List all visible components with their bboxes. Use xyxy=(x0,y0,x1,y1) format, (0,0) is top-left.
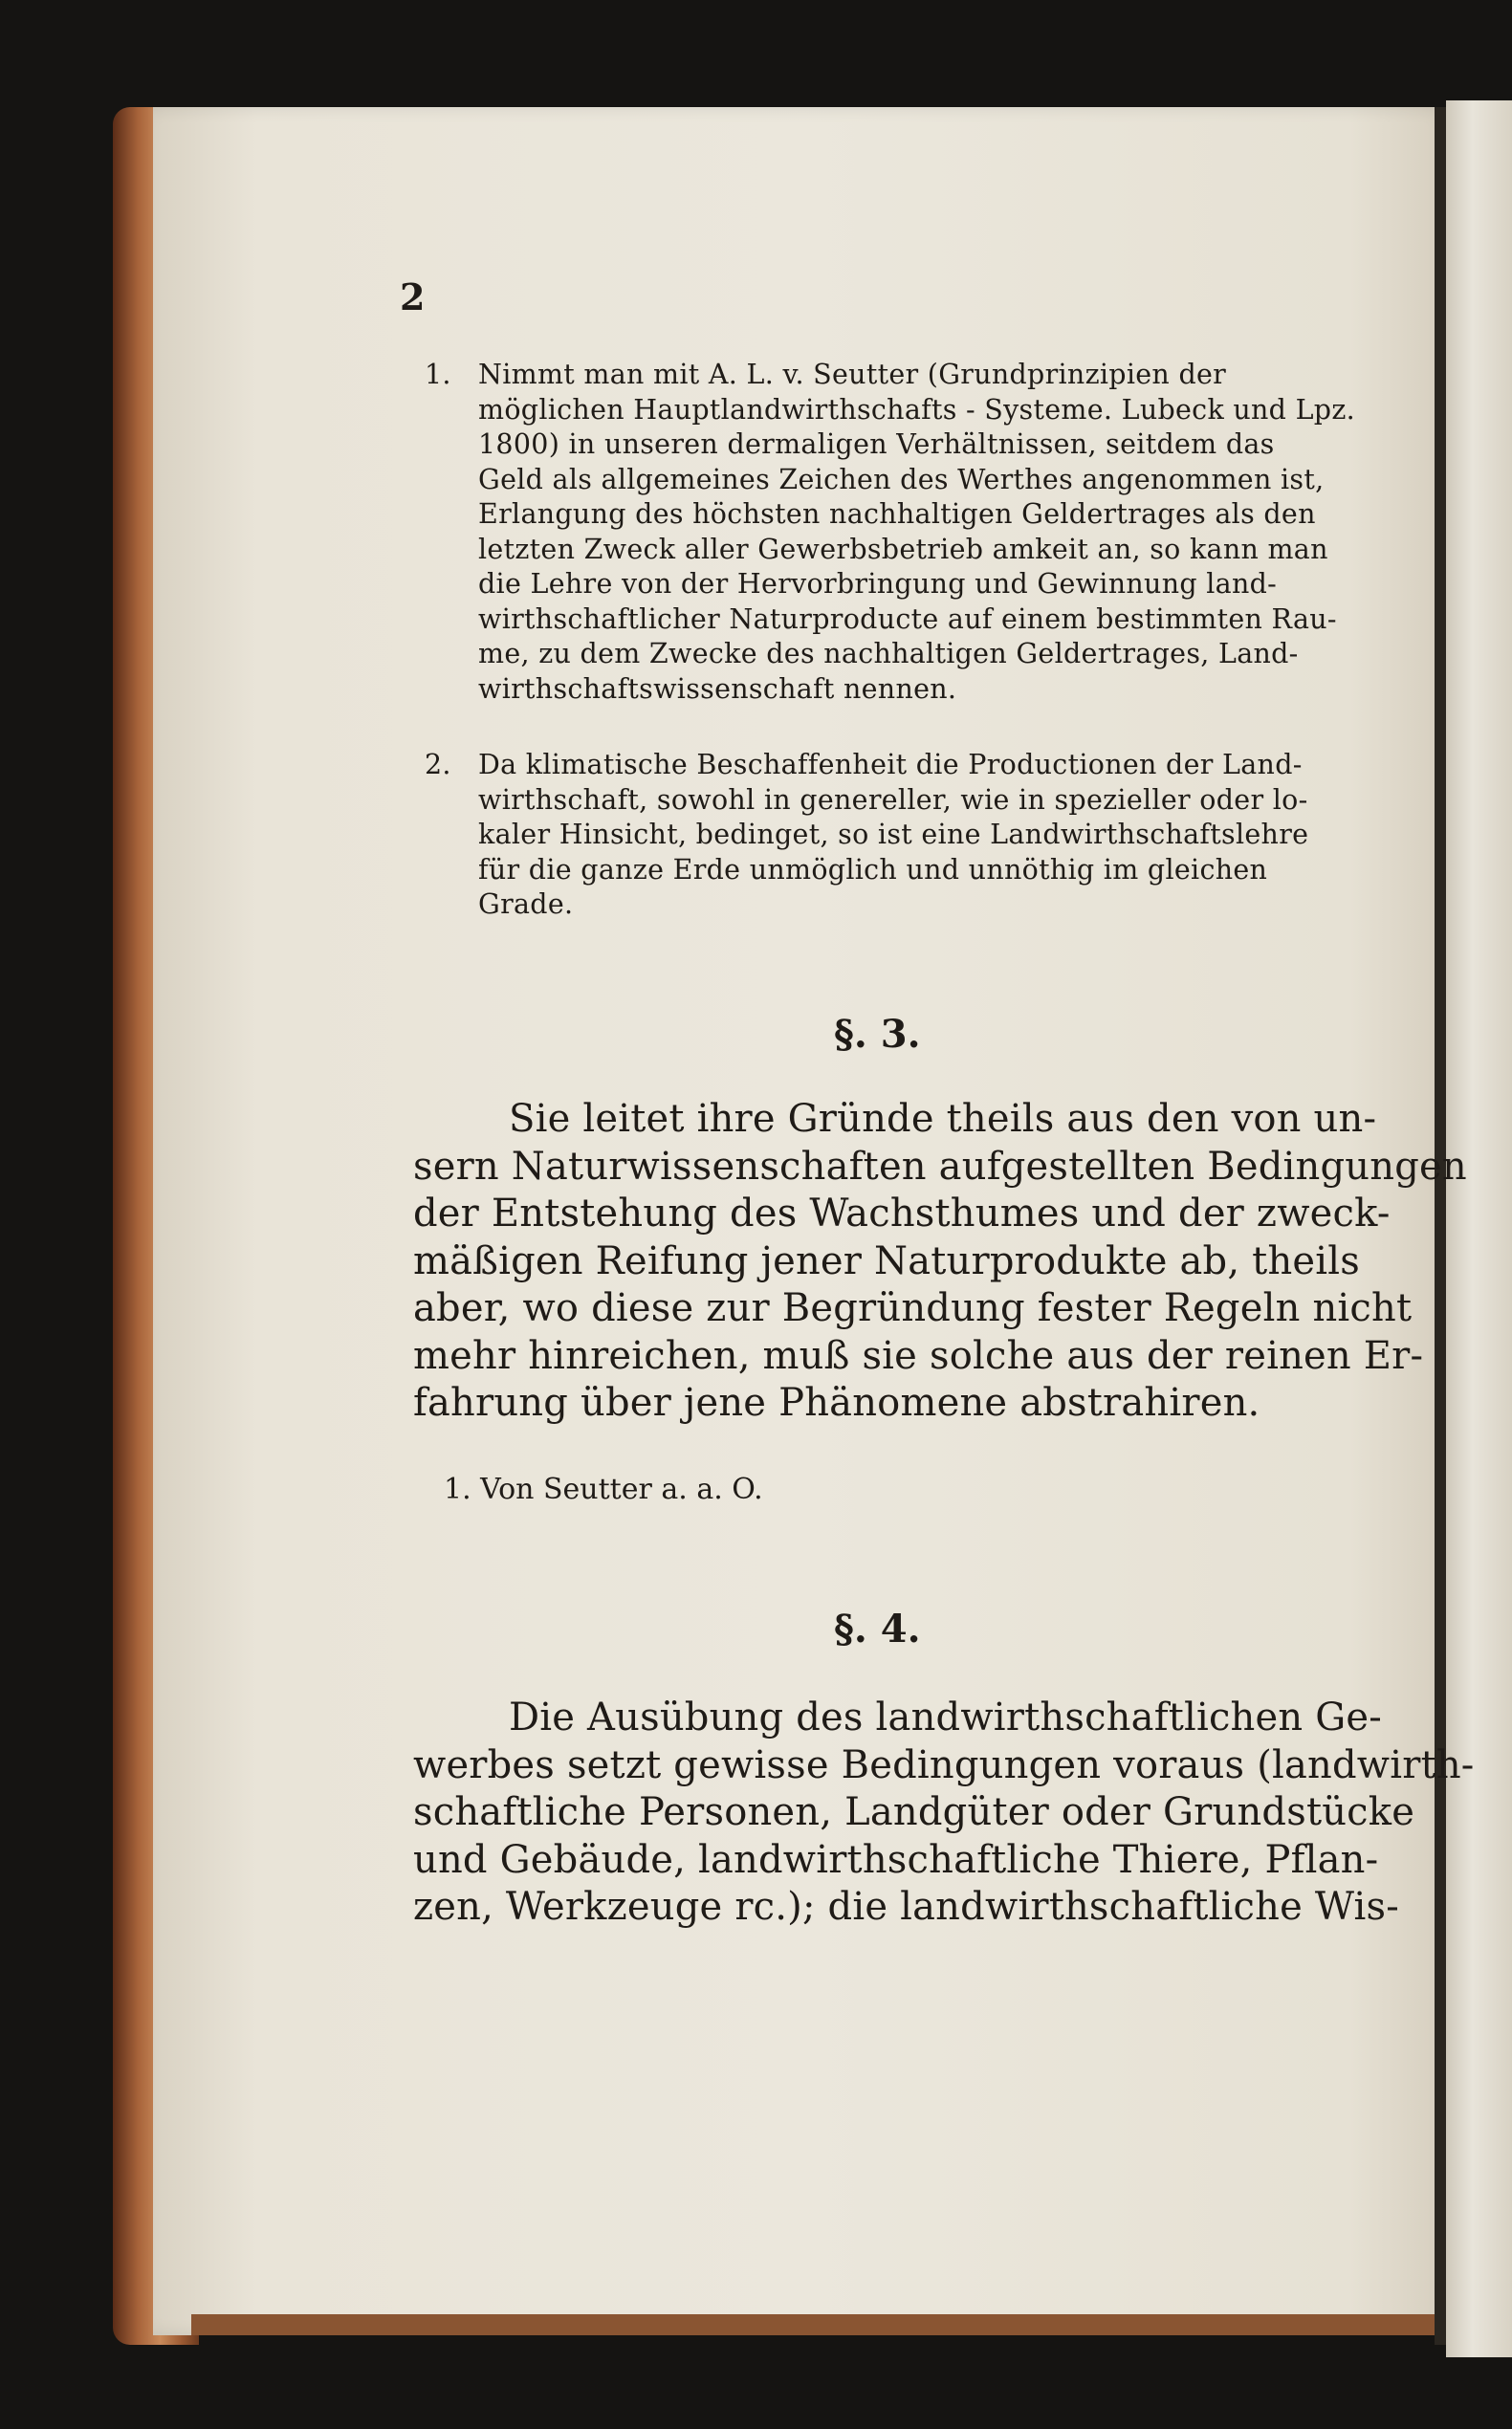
section-4-paragraph xyxy=(413,1695,1475,1932)
paragraph-line: sern Naturwissenschaften aufgestellten Bedingungen xyxy=(413,1144,1467,1189)
footnote-line: 1800) in unseren dermaligen Verhältnissen, seitdem das xyxy=(478,428,1275,460)
footnote-line: Geld als allgemeines Zeichen des Werthes angenommen ist, xyxy=(478,463,1325,495)
footnote-line: für die ganze Erde unmöglich und unnöthig im gleichen xyxy=(478,853,1268,886)
footnote-line: möglichen Hauptlandwirthschafts - Systeme. Lubeck und Lpz. xyxy=(478,393,1356,426)
page-number: 2 xyxy=(400,275,426,318)
footnote-line: Grade. xyxy=(478,888,574,920)
paragraph-line: mehr hinreichen, muß sie solche aus der reinen Er- xyxy=(413,1333,1424,1378)
section-3-heading: §. 3. xyxy=(834,1012,921,1057)
section-3-footnote: 1. Von Seutter a. a. O. xyxy=(444,1473,763,1506)
paragraph-line: Die Ausübung des landwirthschaftlichen Ge- xyxy=(509,1696,1383,1740)
paragraph-line: aber, wo diese zur Begründung fester Regeln nicht xyxy=(413,1286,1413,1330)
paragraph-line: werbes setzt gewisse Bedingungen voraus (landwirth- xyxy=(413,1742,1475,1787)
footnote-line: Da klimatische Beschaffenheit die Productionen der Land- xyxy=(478,749,1303,780)
footnote-line: me, zu dem Zwecke des nachhaltigen Geldertrages, Land- xyxy=(478,638,1299,669)
paragraph-line: Sie leitet ihre Gründe theils aus den von un- xyxy=(509,1097,1377,1141)
paragraph-line: der Entstehung des Wachsthumes und der zweck- xyxy=(413,1192,1391,1236)
footnote-line: wirthschaft, sowohl in genereller, wie in spezieller oder lo- xyxy=(478,783,1308,816)
footnote-line: letzten Zweck aller Gewerbsbetrieb amkeit an, so kann man xyxy=(478,533,1328,565)
section-4-heading: §. 4. xyxy=(834,1607,921,1652)
paragraph-line: zen, Werkzeuge rc.); die landwirthschaftliche Wis- xyxy=(413,1885,1399,1929)
footnote-line: Erlangung des höchsten nachhaltigen Geldertrages als den xyxy=(478,498,1316,530)
footnote-line: Nimmt man mit A. L. v. Seutter (Grundprinzipien der xyxy=(478,359,1227,390)
paragraph-line: mäßigen Reifung jener Naturprodukte ab, theils xyxy=(413,1238,1361,1283)
footnote-1-marker: 1. xyxy=(425,359,451,390)
paragraph-line: schaftliche Personen, Landgüter oder Grundstücke xyxy=(413,1790,1415,1834)
paragraph-line: fahrung über jene Phänomene abstrahiren. xyxy=(413,1381,1260,1425)
footnote-2-marker: 2. xyxy=(425,749,451,780)
page-bottom-edge xyxy=(191,2314,1454,2335)
footnote-line: wirthschaftswissenschaft nennen. xyxy=(478,672,957,705)
footnote-line: die Lehre von der Hervorbringung und Gewinnung land- xyxy=(478,568,1278,600)
footnote-line: kaler Hinsicht, bedinget, so ist eine Landwirthschaftslehre xyxy=(478,819,1309,850)
paragraph-line: und Gebäude, landwirthschaftliche Thiere, Pflan- xyxy=(413,1837,1379,1882)
section-3-paragraph xyxy=(413,1096,1467,1428)
footnote-line: wirthschaftlicher Naturproducte auf einem bestimmten Rau- xyxy=(478,602,1337,635)
